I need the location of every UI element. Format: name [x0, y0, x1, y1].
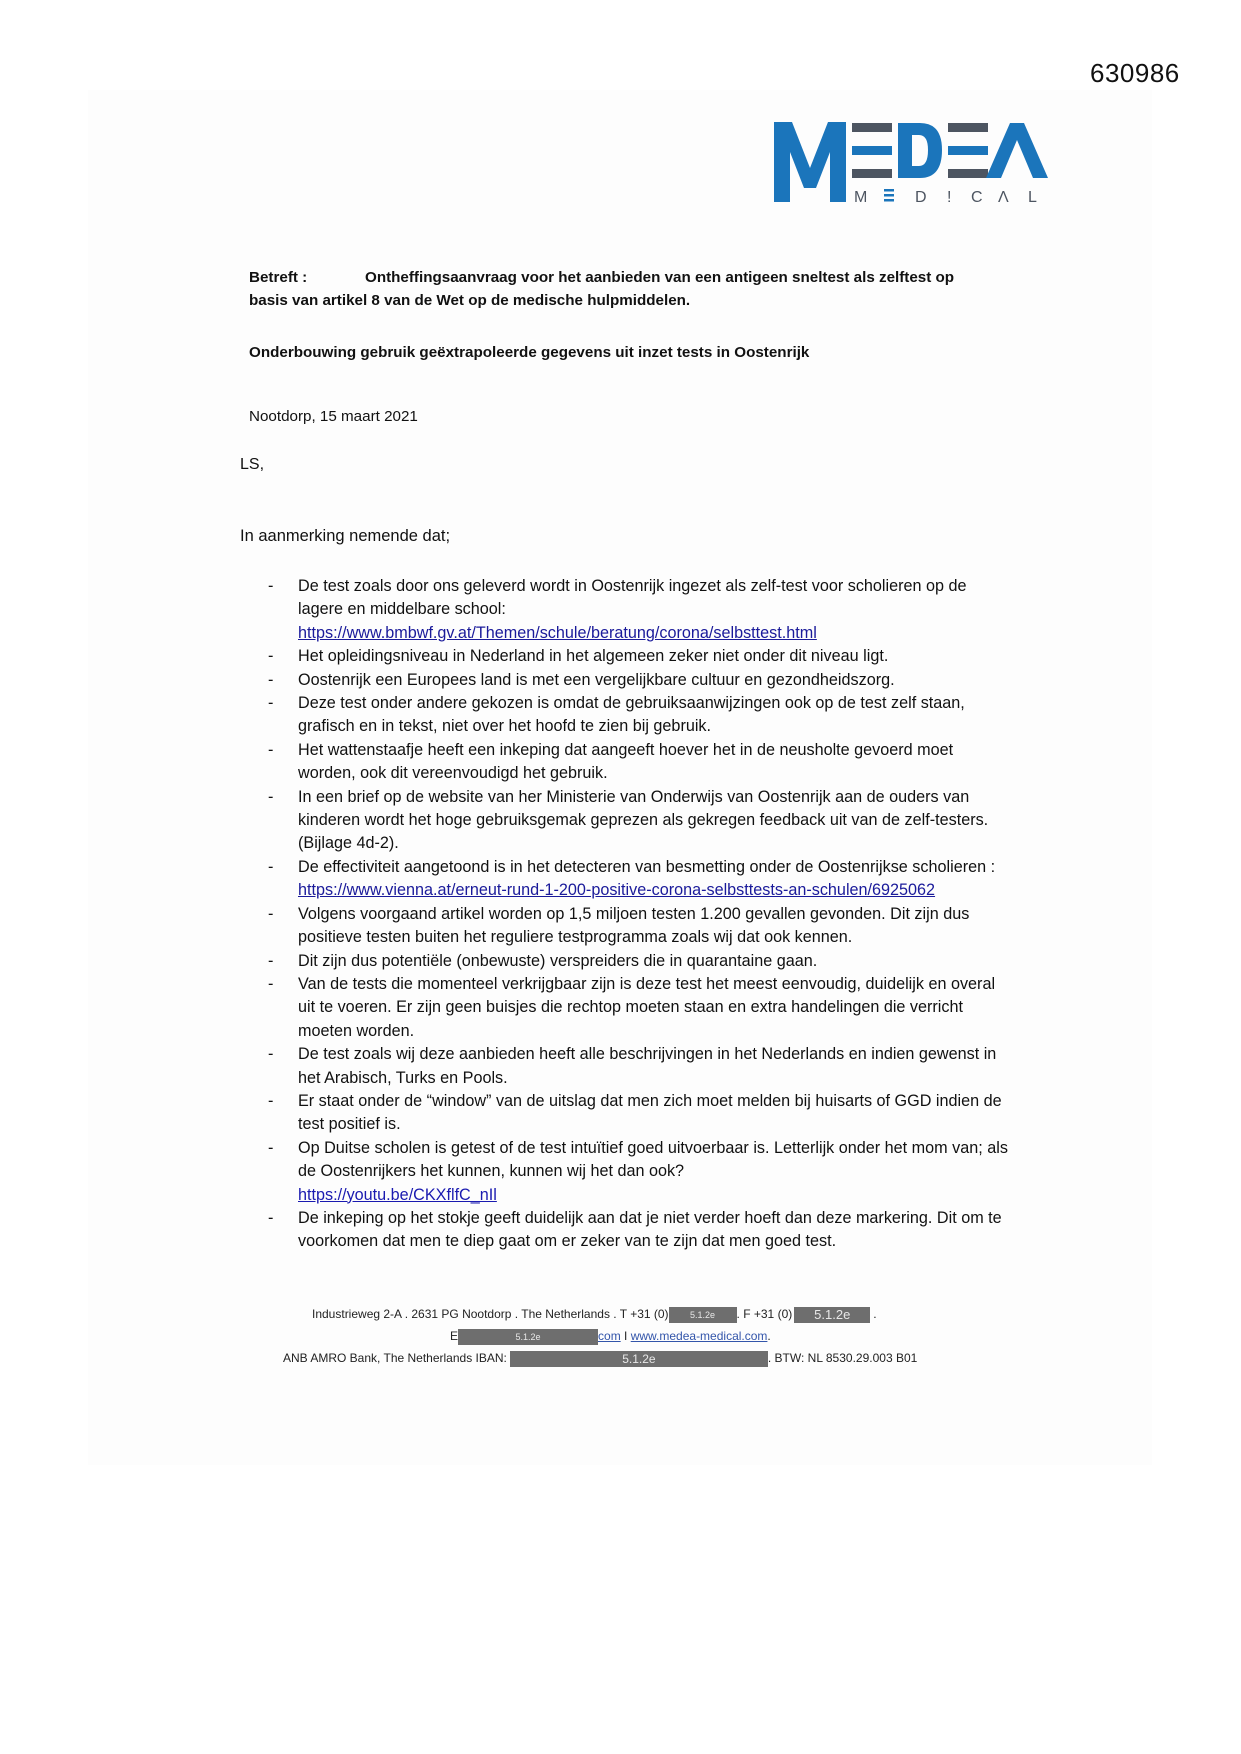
bullet-dash: - [268, 1045, 274, 1064]
footer-btw: . BTW: NL 8530.29.003 B01 [767, 1351, 918, 1366]
footer-address-row: Industrieweg 2-A . 2631 PG Nootdorp . The Netherlands . T +31 (0) 5.1.2e . F +31 (0) 5.1.2e . [312, 1307, 877, 1322]
bullet-dash: - [268, 951, 274, 970]
list-item: - Dit zijn dus potentiële (onbewuste) verspreiders die in quarantaine gaan. [265, 950, 1010, 973]
intro-text: In aanmerking nemende dat; [240, 527, 451, 545]
bullet-dash: - [268, 1208, 274, 1227]
subject-block [249, 267, 1009, 312]
bullet-dash: - [268, 904, 274, 923]
website-link[interactable]: www.medea-medical.com [630, 1329, 768, 1344]
svg-text:!: ! [947, 189, 952, 206]
svg-text:M: M [854, 189, 885, 206]
list-item: - Er staat onder de “window” van de uitslag dat men zich moet melden bij huisarts of GGD indien de test positief is. [268, 1091, 1002, 1134]
argument-list [265, 575, 1010, 1254]
footer-bank-row [283, 1351, 917, 1367]
footer-email-label: E [450, 1329, 459, 1344]
svg-text:L: L [1028, 189, 1037, 206]
list-item: - Oostenrijk een Europees land is met een vergelijkbare cultuur en gezondheidszorg. [265, 669, 1010, 692]
bullet-dash: - [268, 787, 274, 806]
subject-line-2: basis van artikel 8 van de Wet op de medische hulpmiddelen. [249, 291, 691, 309]
bullet-dash: - [268, 974, 274, 993]
redaction-email: 5.1.2e [458, 1329, 598, 1345]
svg-text:C: C [971, 189, 983, 206]
vienna-link[interactable]: https://www.vienna.at/erneut-rund-1-200-positive-corona-selbsttests-an-schulen/6925062 [298, 881, 936, 900]
list-item: - Deze test onder andere gekozen is omdat de gebruiksaanwijzingen ook op de test zelf staan, grafisch en in tekst, niet over het hoofd te zien bij gebruik. [268, 694, 965, 736]
list-item: - Volgens voorgaand artikel worden op 1,5 miljoen testen 1.200 gevallen gevonden. Dit zijn dus positieve testen buiten het reguliere testprogramma zoals wij dat ook kennen. [268, 904, 970, 947]
list-item: - In een brief op de website van her Ministerie van Onderwijs van Oostenrijk aan de ouders van kinderen wordt het hoge gebruiksgemak geprezen als gekregen feedback uit van de zelf-testers. (Bijlage 4d-2). [268, 787, 989, 853]
footer-fax-label: . F +31 (0) [736, 1307, 793, 1322]
subject-line-1: Ontheffingsaanvraag voor het aanbieden van een antigeen sneltest als zelftest op [365, 269, 955, 286]
medea-medical-logo [772, 120, 1052, 210]
bullet-dash: - [268, 694, 274, 713]
footer-bank: ANB AMRO Bank, The Netherlands IBAN: [283, 1351, 507, 1366]
list-item: - Van de tests die momenteel verkrijgbaar zijn is deze test het meest eenvoudig, duidelijk en overal uit te voeren. Er zijn geen buisjes die rechtop moeten staan en extra handelingen die verricht moeten worden. [268, 974, 996, 1040]
bullet-dash: - [268, 647, 274, 666]
bmbwf-link[interactable]: https://www.bmbwf.gv.at/Themen/schule/beratung/corona/selbsttest.html [298, 623, 817, 642]
svg-text:D: D [915, 189, 927, 206]
redaction-fax: 5.1.2e [794, 1307, 870, 1323]
bullet-dash: - [268, 670, 274, 689]
subject-label: Betreft : [249, 269, 308, 286]
list-item: - Op Duitse scholen is getest of de test intuïtief goed uitvoerbaar is. Letterlijk onder het mom van; als de Oostenrijkers het kunnen, kunnen wij het dan ook? https://youtu.be/CKXflfC_nIl [268, 1138, 1008, 1204]
bullet-dash: - [268, 1138, 274, 1157]
subheading: Onderbouwing gebruik geëxtrapoleerde gegevens uit inzet tests in Oostenrijk [249, 344, 810, 361]
redaction-phone: 5.1.2e [669, 1307, 737, 1323]
bullet-dash: - [268, 740, 274, 759]
list-item: - Het opleidingsniveau in Nederland in het algemeen zeker niet onder dit niveau ligt. [265, 645, 1010, 668]
place-date: Nootdorp, 15 maart 2021 [249, 408, 418, 425]
bullet-dash: - [268, 857, 274, 876]
footer-contact-row: E 5.1.2e com I www.medea-medical.com. [450, 1329, 771, 1344]
document-id: 630986 [1090, 58, 1180, 88]
list-item: - De test zoals door ons geleverd wordt in Oostenrijk ingezet als zelf-test voor scholieren op de lagere en middelbare school: https://www.bmbwf.gv.at/Themen/schule/beratung/corona/selbsttest.html [268, 577, 967, 642]
redaction-iban: 5.1.2e [510, 1351, 768, 1367]
list-item: - De inkeping op het stokje geeft duidelijk aan dat je niet verder hoeft dan deze markering. Dit om te voorkomen dat men te diep gaat om er zeker van te zijn dat men goed test. [268, 1208, 1002, 1251]
bullet-dash: - [268, 577, 274, 595]
footer-address: Industrieweg 2-A . 2631 PG Nootdorp . The Netherlands . T +31 (0) [312, 1307, 669, 1322]
list-item: - De test zoals wij deze aanbieden heeft alle beschrijvingen in het Nederlands en indien gewenst in het Arabisch, Turks en Pools. [268, 1045, 997, 1087]
list-item: - De effectiviteit aangetoond is in het detecteren van besmetting onder de Oostenrijkse scholieren : https://www.vienna.at/erneut-rund-1-200-positive-corona-selbsttests-an-schulen/6925062 [268, 857, 996, 900]
email-domain-link[interactable]: com [598, 1329, 621, 1344]
salutation: LS, [240, 456, 265, 473]
svg-text:Λ: Λ [998, 189, 1009, 206]
youtube-link[interactable]: https://youtu.be/CKXflfC_nIl [298, 1185, 497, 1204]
logo-icon [772, 120, 1052, 210]
list-item: - Het wattenstaafje heeft een inkeping dat aangeeft hoever het in de neusholte gevoerd moet worden, ook dit vereenvoudigd het gebruik. [268, 740, 954, 783]
bullet-dash: - [268, 1091, 274, 1110]
